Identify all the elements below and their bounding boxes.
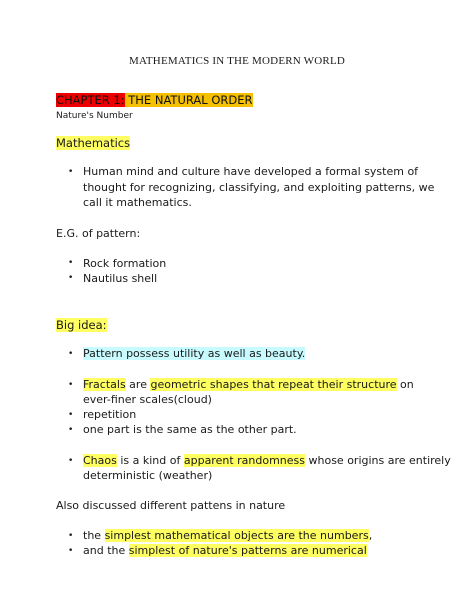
- pattern-line: [83, 346, 305, 361]
- bullet-marker: •: [68, 273, 74, 283]
- chapter-subtitle: Nature's Number: [56, 111, 133, 121]
- fractals-line-1: [83, 377, 414, 392]
- example-item-nautilus: Nautilus shell: [83, 272, 158, 285]
- final-line-1-lead: the: [83, 529, 105, 542]
- bullet-marker: •: [68, 349, 74, 359]
- fractals-word: Fractals: [83, 378, 126, 391]
- final-line-1-highlight: simplest mathematical objects are the numbers: [104, 529, 369, 542]
- also-discussed-line: Also discussed different pattens in nature: [56, 499, 286, 512]
- mathematics-heading: [56, 136, 130, 150]
- bullet-marker: •: [68, 380, 74, 390]
- chaos-word: Chaos: [83, 454, 117, 467]
- pattern-line-text: Pattern possess utility as well as beauty.: [83, 347, 306, 360]
- example-item-rock: Rock formation: [83, 257, 167, 270]
- chapter-name: THE NATURAL ORDER: [124, 93, 253, 107]
- bullet-marker: •: [68, 258, 74, 268]
- final-line-1: [83, 528, 372, 543]
- chapter-number: CHAPTER 1:: [56, 93, 125, 107]
- fractals-definition: geometric shapes that repeat their structure: [150, 378, 397, 391]
- mathematics-definition-line-1: Human mind and culture have developed a formal system of: [83, 165, 419, 178]
- bullet-marker: •: [68, 425, 74, 435]
- big-idea-heading: [56, 318, 107, 332]
- examples-heading: E.G. of pattern:: [56, 227, 141, 240]
- bullet-marker: •: [68, 531, 74, 541]
- fractals-line-2: ever-finer scales(cloud): [83, 393, 212, 406]
- final-line-2-lead: and the: [83, 544, 129, 557]
- big-idea-heading-text: Big idea:: [56, 318, 107, 332]
- bullet-marker: •: [68, 167, 74, 177]
- fractals-on: on: [396, 378, 414, 391]
- bullet-marker: •: [68, 456, 74, 466]
- mathematics-heading-text: Mathematics: [56, 136, 131, 150]
- final-line-1-tail: ,: [368, 529, 373, 542]
- chaos-line-1: [83, 453, 451, 468]
- mathematics-definition-line-3: call it mathematics.: [83, 196, 192, 209]
- chaos-line-2: deterministic (weather): [83, 469, 213, 482]
- chaos-mid: is a kind of: [116, 454, 184, 467]
- bullet-marker: •: [68, 410, 74, 420]
- page-header: MATHEMATICS IN THE MODERN WORLD: [128, 55, 346, 67]
- fractals-are: are: [125, 378, 151, 391]
- mathematics-definition-line-2: thought for recognizing, classifying, and exploiting patterns, we: [83, 181, 435, 194]
- final-line-2: [83, 543, 367, 558]
- repetition-item: repetition: [83, 408, 137, 421]
- chapter-title: [56, 93, 253, 108]
- final-line-2-highlight: simplest of nature's patterns are numerical: [128, 544, 367, 557]
- one-part-item: one part is the same as the other part.: [83, 423, 297, 436]
- chaos-randomness: apparent randomness: [183, 454, 305, 467]
- bullet-marker: •: [68, 546, 74, 556]
- chaos-tail: whose origins are entirely: [305, 454, 451, 467]
